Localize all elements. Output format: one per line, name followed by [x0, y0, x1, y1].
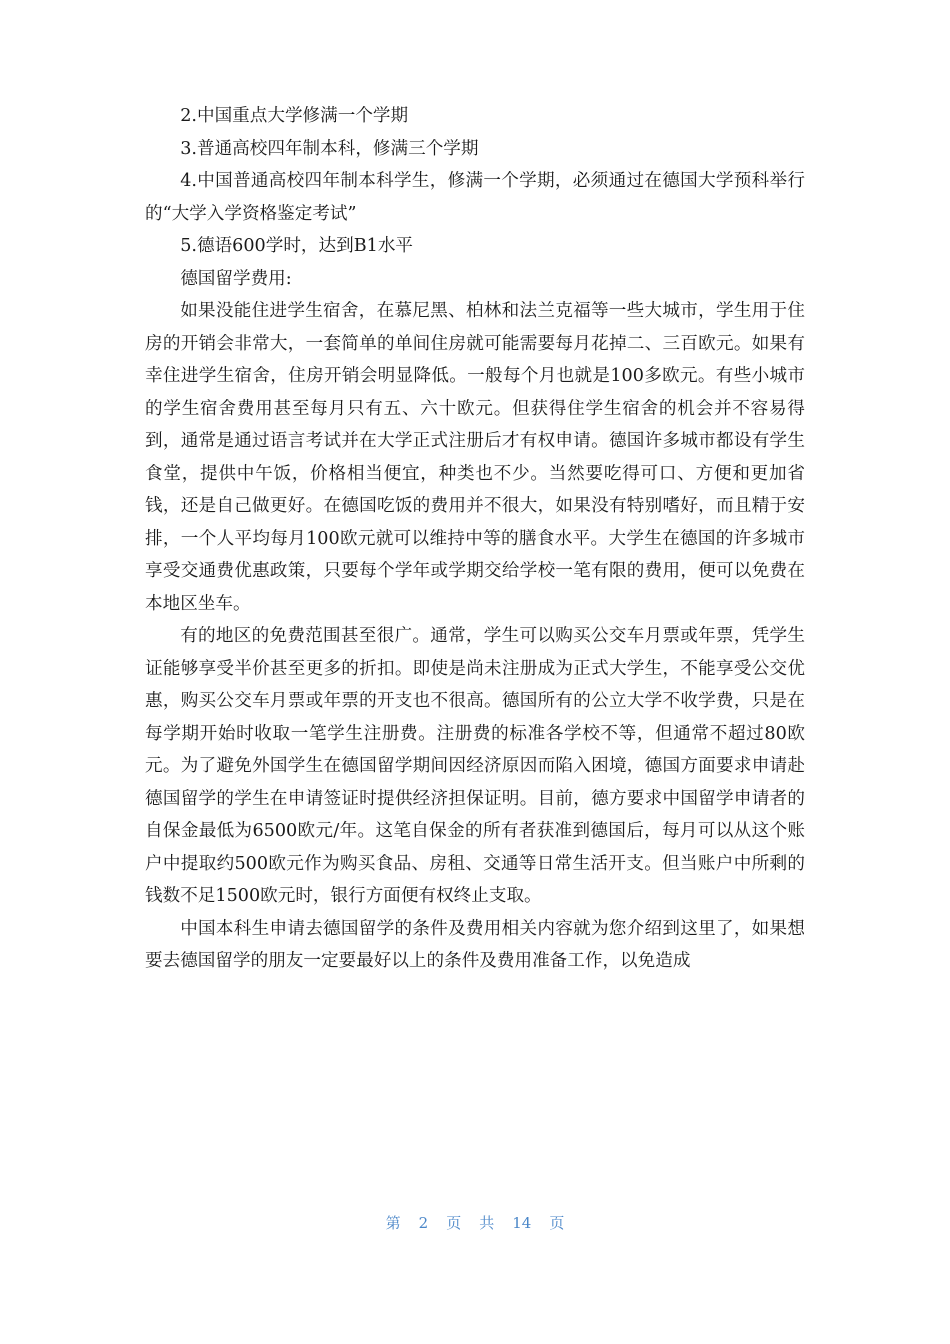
paragraph-housing: 如果没能住进学生宿舍，在慕尼黑、柏林和法兰克福等一些大城市，学生用于住房的开销会非常大，一套简单的单间住房就可能需要每月花掉二、三百欧元。如果有幸住进学生宿舍，住房开销会明显降低。一般每个月也就是100多欧元。有些小城市的学生宿舍费用甚至每月只有五、六十欧元。但获得住学生宿舍的机会并不容易得到，通常是通过语言考试并在大学正式注册后才有权申请。德国许多城市都设有学生食堂，提供中午饭，价格相当便宜，种类也不少。当然要吃得可口、方便和更加省钱，还是自己做更好。在德国吃饭的费用并不很大，如果没有特别嗜好，而且精于安排，一个人平均每月100欧元就可以维持中等的膳食水平。大学生在德国的许多城市享受交通费优惠政策，只要每个学年或学期交给学校一笔有限的费用，便可以免费在本地区坐车。: [145, 301, 805, 614]
footer-word-di: 第: [385, 1214, 401, 1232]
body-text: [145, 100, 805, 978]
footer-word-ye: 页: [446, 1214, 462, 1232]
list-item-4: 4.中国普通高校四年制本科学生，修满一个学期，必须通过在德国大学预科举行的“大学入学资格鉴定考试”: [145, 171, 805, 224]
footer-page-number: 2: [418, 1214, 429, 1232]
paragraph-conclusion: 中国本科生申请去德国留学的条件及费用相关内容就为您介绍到这里了，如果想要去德国留学的朋友一定要最好以上的条件及费用准备工作，以免造成: [145, 918, 805, 971]
section-heading-costs: 德国留学费用:: [180, 268, 292, 289]
footer-total-pages: 14: [512, 1214, 532, 1232]
list-item-5: 5.德语600学时，达到B1水平: [180, 236, 414, 256]
page-footer: [0, 1212, 950, 1233]
footer-word-ye-end: 页: [549, 1214, 565, 1232]
list-item-3: 3.普通高校四年制本科，修满三个学期: [180, 138, 479, 159]
list-item-2: 2.中国重点大学修满一个学期: [180, 106, 409, 126]
paragraph-transport-fees: 有的地区的免费范围甚至很广。通常，学生可以购买公交车月票或年票，凭学生证能够享受半价甚至更多的折扣。即使是尚未注册成为正式大学生，不能享受公交优惠，购买公交车月票或年票的开支也不很高。德国所有的公立大学不收学费，只是在每学期开始时收取一笔学生注册费。注册费的标准各学校不等，但通常不超过80欧元。为了避免外国学生在德国留学期间因经济原因而陷入困境，德国方面要求申请赴德国留学的学生在申请签证时提供经济担保证明。目前，德方要求中国留学申请者的自保金最低为6500欧元/年。这笔自保金的所有者获准到德国后，每月可以从这个账户中提取约500欧元作为购买食品、房租、交通等日常生活开支。但当账户中所剩的钱数不足1500欧元时，银行方面便有权终止支取。: [145, 626, 805, 906]
footer-word-gong: 共: [479, 1214, 495, 1232]
